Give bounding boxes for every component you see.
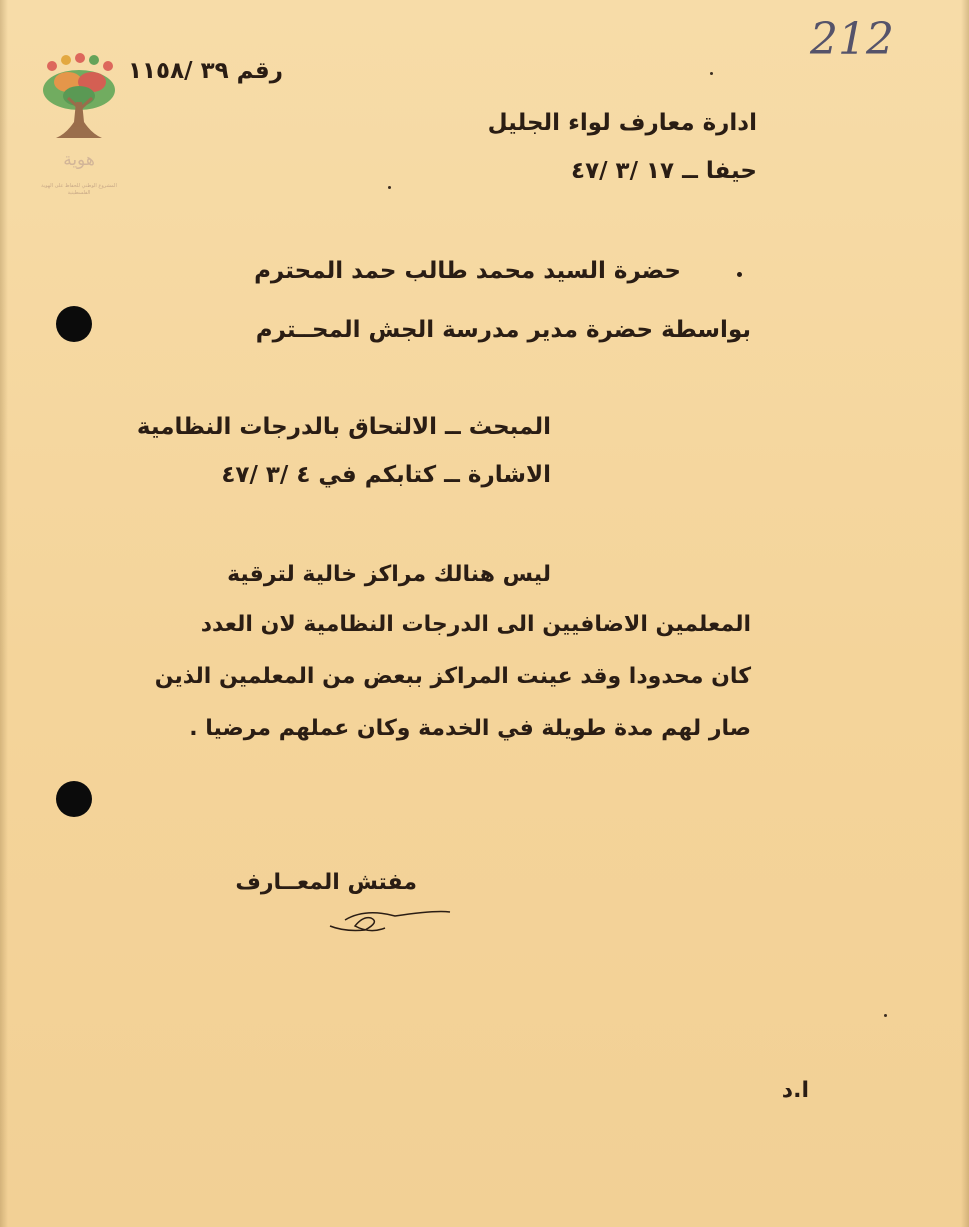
recipient-line-2: بواسطة حضرة مدير مدرسة الجش المحــترم — [255, 317, 751, 343]
paper-speck — [710, 72, 713, 75]
right-page-edge — [961, 0, 969, 1227]
signature-title: مفتش المعــارف — [235, 870, 417, 895]
page-number: 212 — [810, 14, 894, 65]
body-line-1: ليس هنالك مراكز خالية لترقية — [227, 562, 551, 587]
logo-word: هوية — [63, 150, 95, 170]
recipient-line-1: حضرة السيد محمد طالب حمد المحترم — [254, 258, 681, 284]
sender-office: ادارة معارف لواء الجليل — [487, 110, 757, 136]
signature-scribble — [325, 898, 455, 938]
paper-speck — [388, 186, 391, 189]
subject-topic: المبحث ــ الالتحاق بالدرجات النظامية — [136, 414, 551, 440]
paper-speck — [884, 1014, 887, 1017]
body-line-3: كان محدودا وقد عينت المراكز ببعض من المعلمين الذين — [154, 664, 751, 689]
body-line-2: المعلمين الاضافيين الى الدرجات النظامية لان العدد — [200, 612, 751, 637]
logo-caption: المشروع الوطني للحفاظ على الهوية الفلسطينية — [41, 183, 117, 196]
bullet-mark — [737, 272, 742, 277]
body-line-4: صار لهم مدة طويلة في الخدمة وكان عملهم مرضيا . — [189, 716, 751, 741]
punch-hole-top — [56, 306, 92, 342]
subject-reference: الاشارة ــ كتابكم في ٤ /٣ /٤٧ — [221, 462, 551, 488]
left-page-edge — [0, 0, 8, 1227]
place-and-date: حيفا ــ ١٧ /٣ /٤٧ — [571, 158, 757, 184]
punch-hole-bottom — [56, 781, 92, 817]
footer-initials: ا.د — [781, 1078, 809, 1103]
tree-logo-icon — [38, 52, 120, 202]
reference-number: رقم ٣٩ /١١٥٨ — [127, 58, 283, 84]
